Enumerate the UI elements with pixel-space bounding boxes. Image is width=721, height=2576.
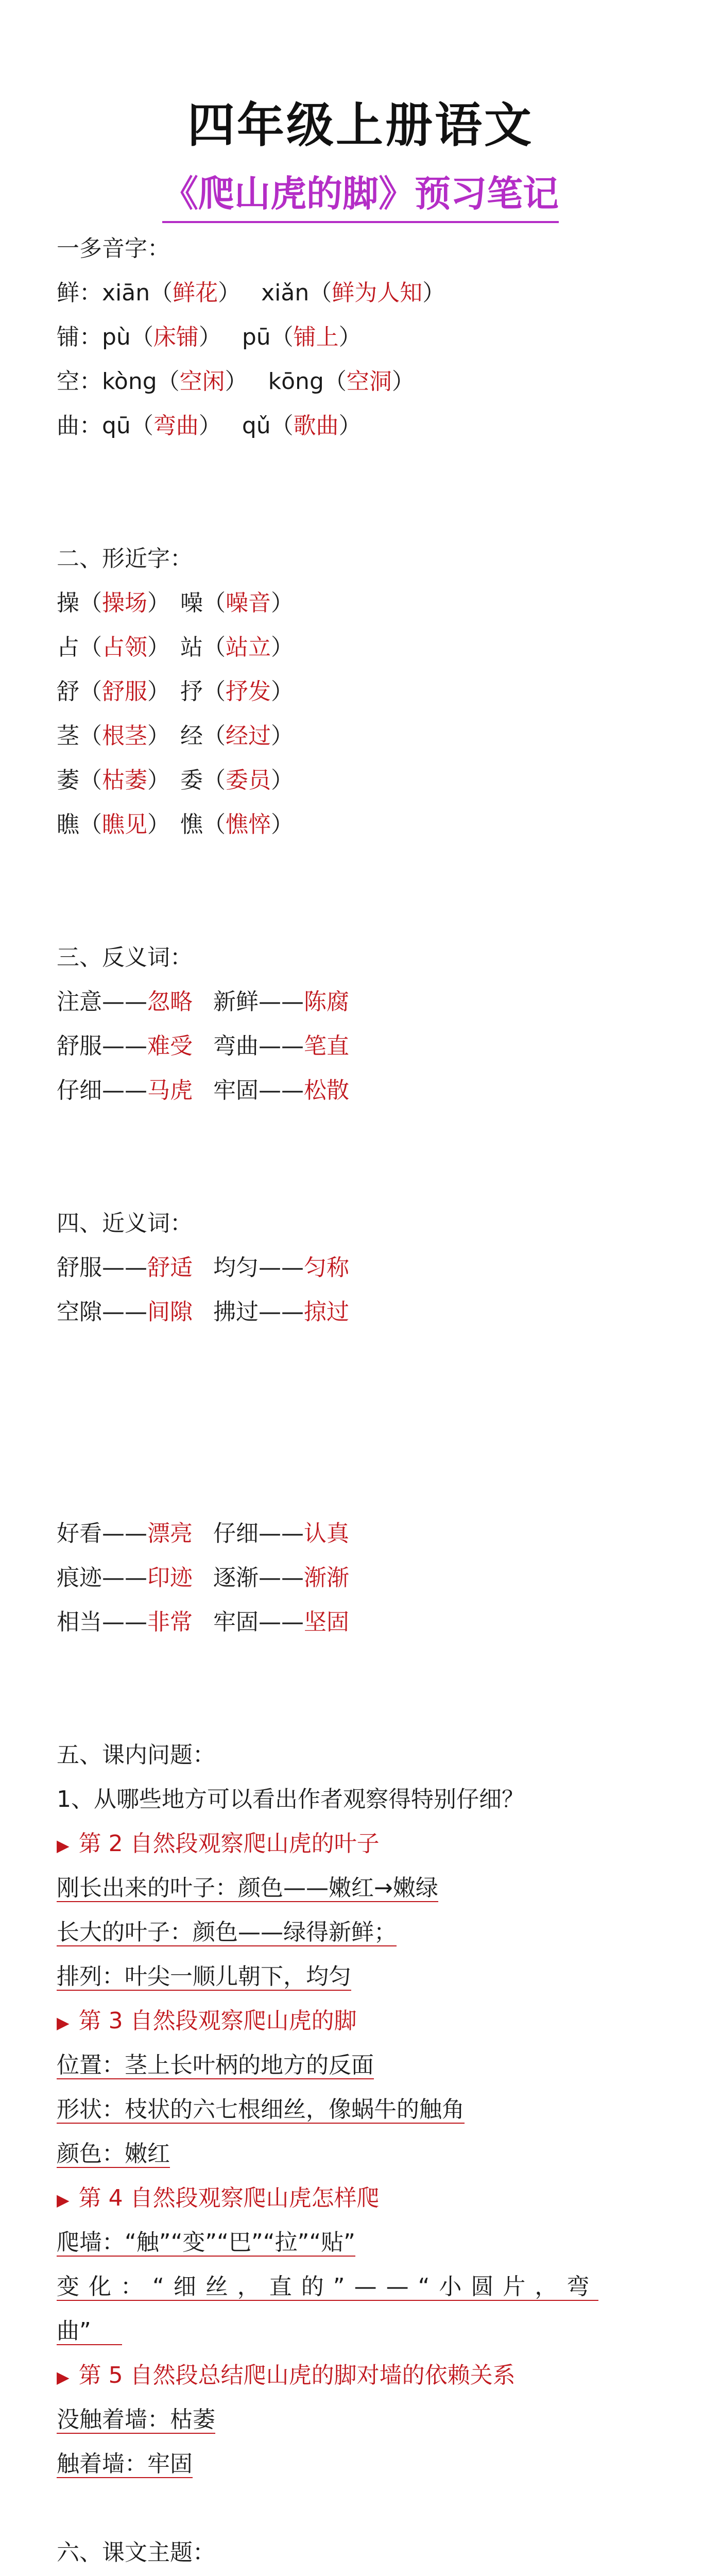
char: 噪（ <box>180 590 226 616</box>
note-text: 形状：枝状的六七根细丝，像蜗牛的触角 <box>57 2096 465 2123</box>
paren: ） <box>147 590 170 616</box>
paren: ） <box>271 679 294 705</box>
similar-char-row <box>57 625 675 670</box>
note-line <box>57 2088 675 2132</box>
note-text: 位置：茎上长叶柄的地方的反面 <box>57 2052 374 2078</box>
triangle-bullet-icon: ▶ <box>57 2190 70 2210</box>
char: 委（ <box>180 767 226 793</box>
synonym-row <box>57 1600 675 1645</box>
paren: ） <box>271 590 294 616</box>
word: 仔细—— <box>213 1520 304 1547</box>
synonym: 认真 <box>304 1520 349 1547</box>
point-text: 第 4 自然段观察爬山虎怎样爬 <box>78 2185 380 2211</box>
section-heading: 三、反义词： <box>57 944 193 971</box>
word: 弯曲—— <box>213 1033 304 1059</box>
paren: ） <box>147 679 170 705</box>
word: 瞧见 <box>102 811 147 838</box>
pinyin: kōng（ <box>268 368 347 395</box>
word: 牢固—— <box>213 1077 304 1104</box>
note-line <box>57 2442 675 2486</box>
word: 新鲜—— <box>213 989 304 1015</box>
paren: ） <box>271 811 294 838</box>
note-line <box>57 2132 675 2176</box>
word: 舒服—— <box>57 1033 147 1059</box>
synonym: 舒适 <box>147 1255 193 1281</box>
antonym: 马虎 <box>147 1077 193 1104</box>
word: 床铺 <box>153 324 199 350</box>
triangle-bullet-icon: ▶ <box>57 1836 70 1855</box>
note-text: 颜色：嫩红 <box>57 2141 170 2167</box>
section-heading: 六、课文主题： <box>57 2539 215 2566</box>
paren: ） <box>271 723 294 749</box>
char: 曲： <box>57 413 102 439</box>
pinyin: qǔ（ <box>242 413 294 439</box>
word: 委员 <box>226 767 271 793</box>
synonym: 坚固 <box>304 1609 349 1635</box>
note-line <box>57 2265 675 2309</box>
paren: ） <box>225 368 248 395</box>
paren: ） <box>147 634 170 660</box>
paren: ） <box>391 368 415 395</box>
paren: ） <box>147 767 170 793</box>
pinyin: pù（ <box>102 324 153 350</box>
point-text: 第 2 自然段观察爬山虎的叶子 <box>78 1831 380 1857</box>
note-text: 刚长出来的叶子：颜色——嫩红→嫩绿 <box>57 1875 438 1901</box>
antonym: 笔直 <box>304 1033 349 1059</box>
antonym: 松散 <box>304 1077 349 1104</box>
word: 仔细—— <box>57 1077 147 1104</box>
char: 抒（ <box>180 679 226 705</box>
word: 鲜花 <box>173 280 218 306</box>
paren: ） <box>147 811 170 838</box>
word: 空洞 <box>346 368 392 395</box>
section-heading: 一多音字： <box>57 235 170 262</box>
note-line <box>57 2221 675 2265</box>
word: 空隙—— <box>57 1299 147 1325</box>
word: 根茎 <box>102 723 147 749</box>
note-text: 没触着墙：枯萎 <box>57 2406 215 2433</box>
paren: ） <box>338 413 362 439</box>
antonym-row <box>57 980 675 1024</box>
char: 空： <box>57 368 102 395</box>
word: 操场 <box>102 590 147 616</box>
antonym-row <box>57 1069 675 1113</box>
word: 憔悴 <box>226 811 271 838</box>
word: 鲜为人知 <box>332 280 423 306</box>
note-text: 变化：“细丝，直的”——“小圆片，弯 <box>57 2274 599 2300</box>
antonym: 忽略 <box>147 989 193 1015</box>
paragraph-point <box>57 2353 675 2398</box>
paren: ） <box>422 280 445 306</box>
word: 牢固—— <box>213 1609 304 1635</box>
word: 舒服—— <box>57 1255 147 1281</box>
word: 铺上 <box>293 324 339 350</box>
word: 占领 <box>102 634 147 660</box>
word: 站立 <box>226 634 271 660</box>
point-text: 第 3 自然段观察爬山虎的脚 <box>78 2008 357 2034</box>
word: 弯曲 <box>153 413 199 439</box>
char: 茎（ <box>57 723 102 749</box>
note-text: 长大的叶子：颜色——绿得新鲜； <box>57 1919 397 1945</box>
note-text: 爬墙：“触”“变”“巴”“拉”“贴” <box>57 2229 355 2256</box>
similar-char-row <box>57 803 675 847</box>
pinyin: pū（ <box>242 324 294 350</box>
synonym: 掠过 <box>304 1299 349 1325</box>
section-heading: 二、形近字： <box>57 546 193 572</box>
char: 经（ <box>180 723 226 749</box>
paragraph-point <box>57 1999 675 2043</box>
question: 1、从哪些地方可以看出作者观察得特别仔细？ <box>57 1786 524 1812</box>
note-line <box>57 2398 675 2442</box>
pinyin: xiǎn（ <box>261 280 332 306</box>
word: 逐渐—— <box>213 1565 304 1591</box>
similar-char-row <box>57 670 675 714</box>
section-heading: 五、课内问题： <box>57 1742 215 1768</box>
word: 相当—— <box>57 1609 147 1635</box>
paren: ） <box>198 413 221 439</box>
note-text: 触着墙：牢固 <box>57 2451 193 2477</box>
page-title: 四年级上册语文 <box>187 98 534 153</box>
paren: ） <box>147 723 170 749</box>
word: 拂过—— <box>213 1299 304 1325</box>
synonym-row <box>57 1246 675 1290</box>
antonym-row <box>57 1024 675 1069</box>
word: 均匀—— <box>213 1255 304 1281</box>
word: 经过 <box>226 723 271 749</box>
char: 萎（ <box>57 767 102 793</box>
word: 抒发 <box>226 679 271 705</box>
pinyin: xiān（ <box>102 280 173 306</box>
paren: ） <box>271 634 294 660</box>
similar-char-row <box>57 714 675 758</box>
antonym: 难受 <box>147 1033 193 1059</box>
note-text: 曲” <box>57 2318 122 2345</box>
polyphone-row <box>57 360 675 404</box>
note-line <box>57 2309 675 2353</box>
triangle-bullet-icon: ▶ <box>57 2367 70 2387</box>
page-subtitle: 《爬山虎的脚》预习笔记 <box>162 165 559 223</box>
synonym: 间隙 <box>147 1299 193 1325</box>
note-line <box>57 2043 675 2088</box>
subtitle-wrap <box>0 165 721 223</box>
word: 注意—— <box>57 989 147 1015</box>
char: 站（ <box>180 634 226 660</box>
synonym: 匀称 <box>304 1255 349 1281</box>
word: 噪音 <box>226 590 271 616</box>
synonym: 印迹 <box>147 1565 193 1591</box>
polyphone-row <box>57 271 675 315</box>
char: 占（ <box>57 634 102 660</box>
paragraph-point <box>57 1822 675 1866</box>
similar-char-row <box>57 758 675 803</box>
synonym-row <box>57 1512 675 1556</box>
char: 操（ <box>57 590 102 616</box>
notes-content <box>57 227 675 2576</box>
synonym-row <box>57 1290 675 1334</box>
paragraph-point <box>57 2176 675 2221</box>
word: 歌曲 <box>293 413 339 439</box>
word: 好看—— <box>57 1520 147 1547</box>
note-line <box>57 1866 675 1910</box>
note-text: 排列：叶尖一顺儿朝下，均匀 <box>57 1963 351 1990</box>
note-line <box>57 1955 675 1999</box>
word: 舒服 <box>102 679 147 705</box>
antonym: 陈腐 <box>304 989 349 1015</box>
word: 痕迹—— <box>57 1565 147 1591</box>
char: 瞧（ <box>57 811 102 838</box>
similar-char-row <box>57 581 675 625</box>
paren: ） <box>198 324 221 350</box>
paren: ） <box>218 280 241 306</box>
note-line <box>57 1910 675 1955</box>
char: 憔（ <box>180 811 226 838</box>
section-heading: 四、近义词： <box>57 1210 193 1236</box>
polyphone-row <box>57 404 675 448</box>
polyphone-row <box>57 315 675 360</box>
char: 铺： <box>57 324 102 350</box>
pinyin: qū（ <box>102 413 153 439</box>
char: 舒（ <box>57 679 102 705</box>
synonym: 漂亮 <box>147 1520 193 1547</box>
word: 枯萎 <box>102 767 147 793</box>
triangle-bullet-icon: ▶ <box>57 2013 70 2032</box>
synonym: 渐渐 <box>304 1565 349 1591</box>
point-text: 第 5 自然段总结爬山虎的脚对墙的依赖关系 <box>78 2362 516 2388</box>
char: 鲜： <box>57 280 102 306</box>
pinyin: kòng（ <box>102 368 180 395</box>
synonym-row <box>57 1556 675 1600</box>
synonym: 非常 <box>147 1609 193 1635</box>
paren: ） <box>338 324 362 350</box>
word: 空闲 <box>179 368 225 395</box>
paren: ） <box>271 767 294 793</box>
